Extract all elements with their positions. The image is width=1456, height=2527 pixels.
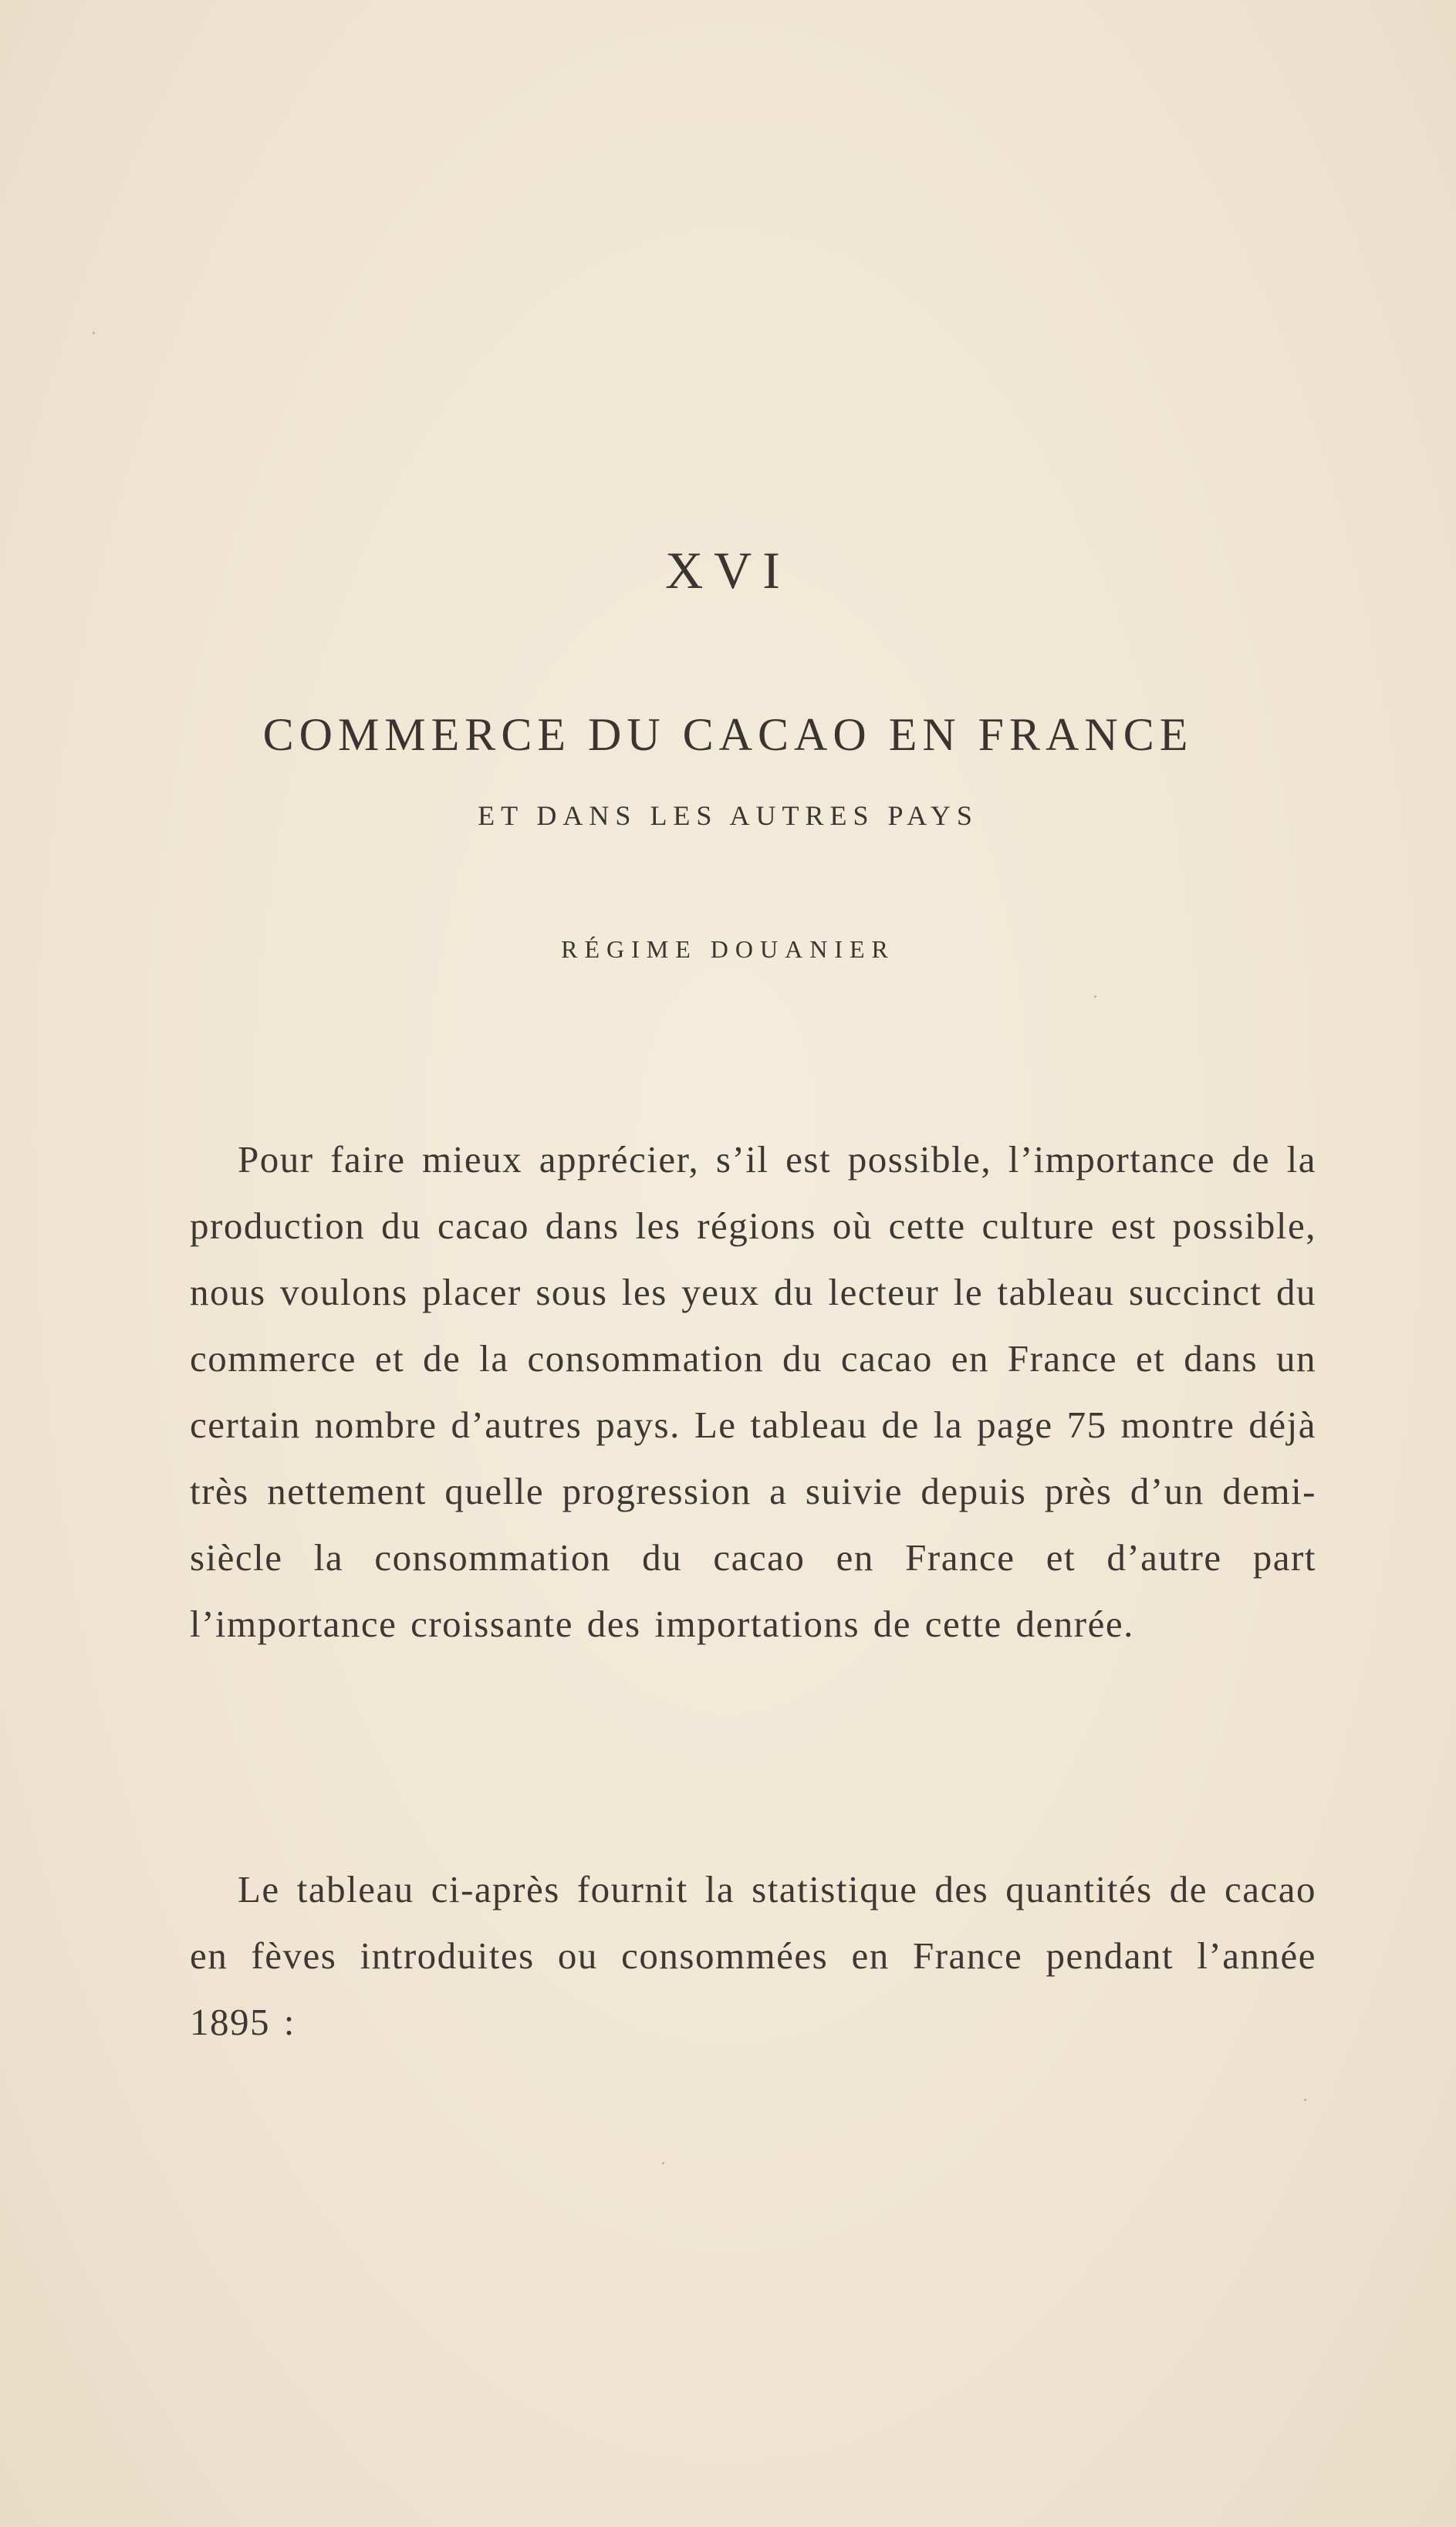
section-heading: RÉGIME DOUANIER bbox=[561, 935, 895, 963]
paper-speck bbox=[1094, 995, 1096, 998]
paper-speck bbox=[93, 332, 95, 334]
body-paragraph: Le tableau ci-après fournit la statistique des quantités de cacao en fèves introduites ou consommées en France pendant l’année 1895 : bbox=[190, 1868, 1316, 2043]
chapter-title: COMMERCE DU CACAO EN FRANCE bbox=[262, 709, 1194, 760]
chapter-subtitle: ET DANS LES AUTRES PAYS bbox=[478, 800, 978, 831]
paper-speck bbox=[662, 2162, 664, 2164]
paper-speck bbox=[1304, 2099, 1306, 2101]
chapter-number: XVI bbox=[665, 541, 791, 600]
body-paragraph: Pour faire mieux apprécier, s’il est possible, l’importance de la production du cacao dans les régions où cette culture est possible, nous voulons placer sous les yeux du lecteur le tableau succinct du commerce et de la consommation du cacao en France et dans un certain nombre d’autres pays. Le tableau de la page 75 montre déjà très nettement quelle progression a suivie depuis près d’un demi-siècle la consommation du cacao en France et d’autre part l’importance croissante des importations de cette denrée. bbox=[190, 1138, 1316, 1645]
